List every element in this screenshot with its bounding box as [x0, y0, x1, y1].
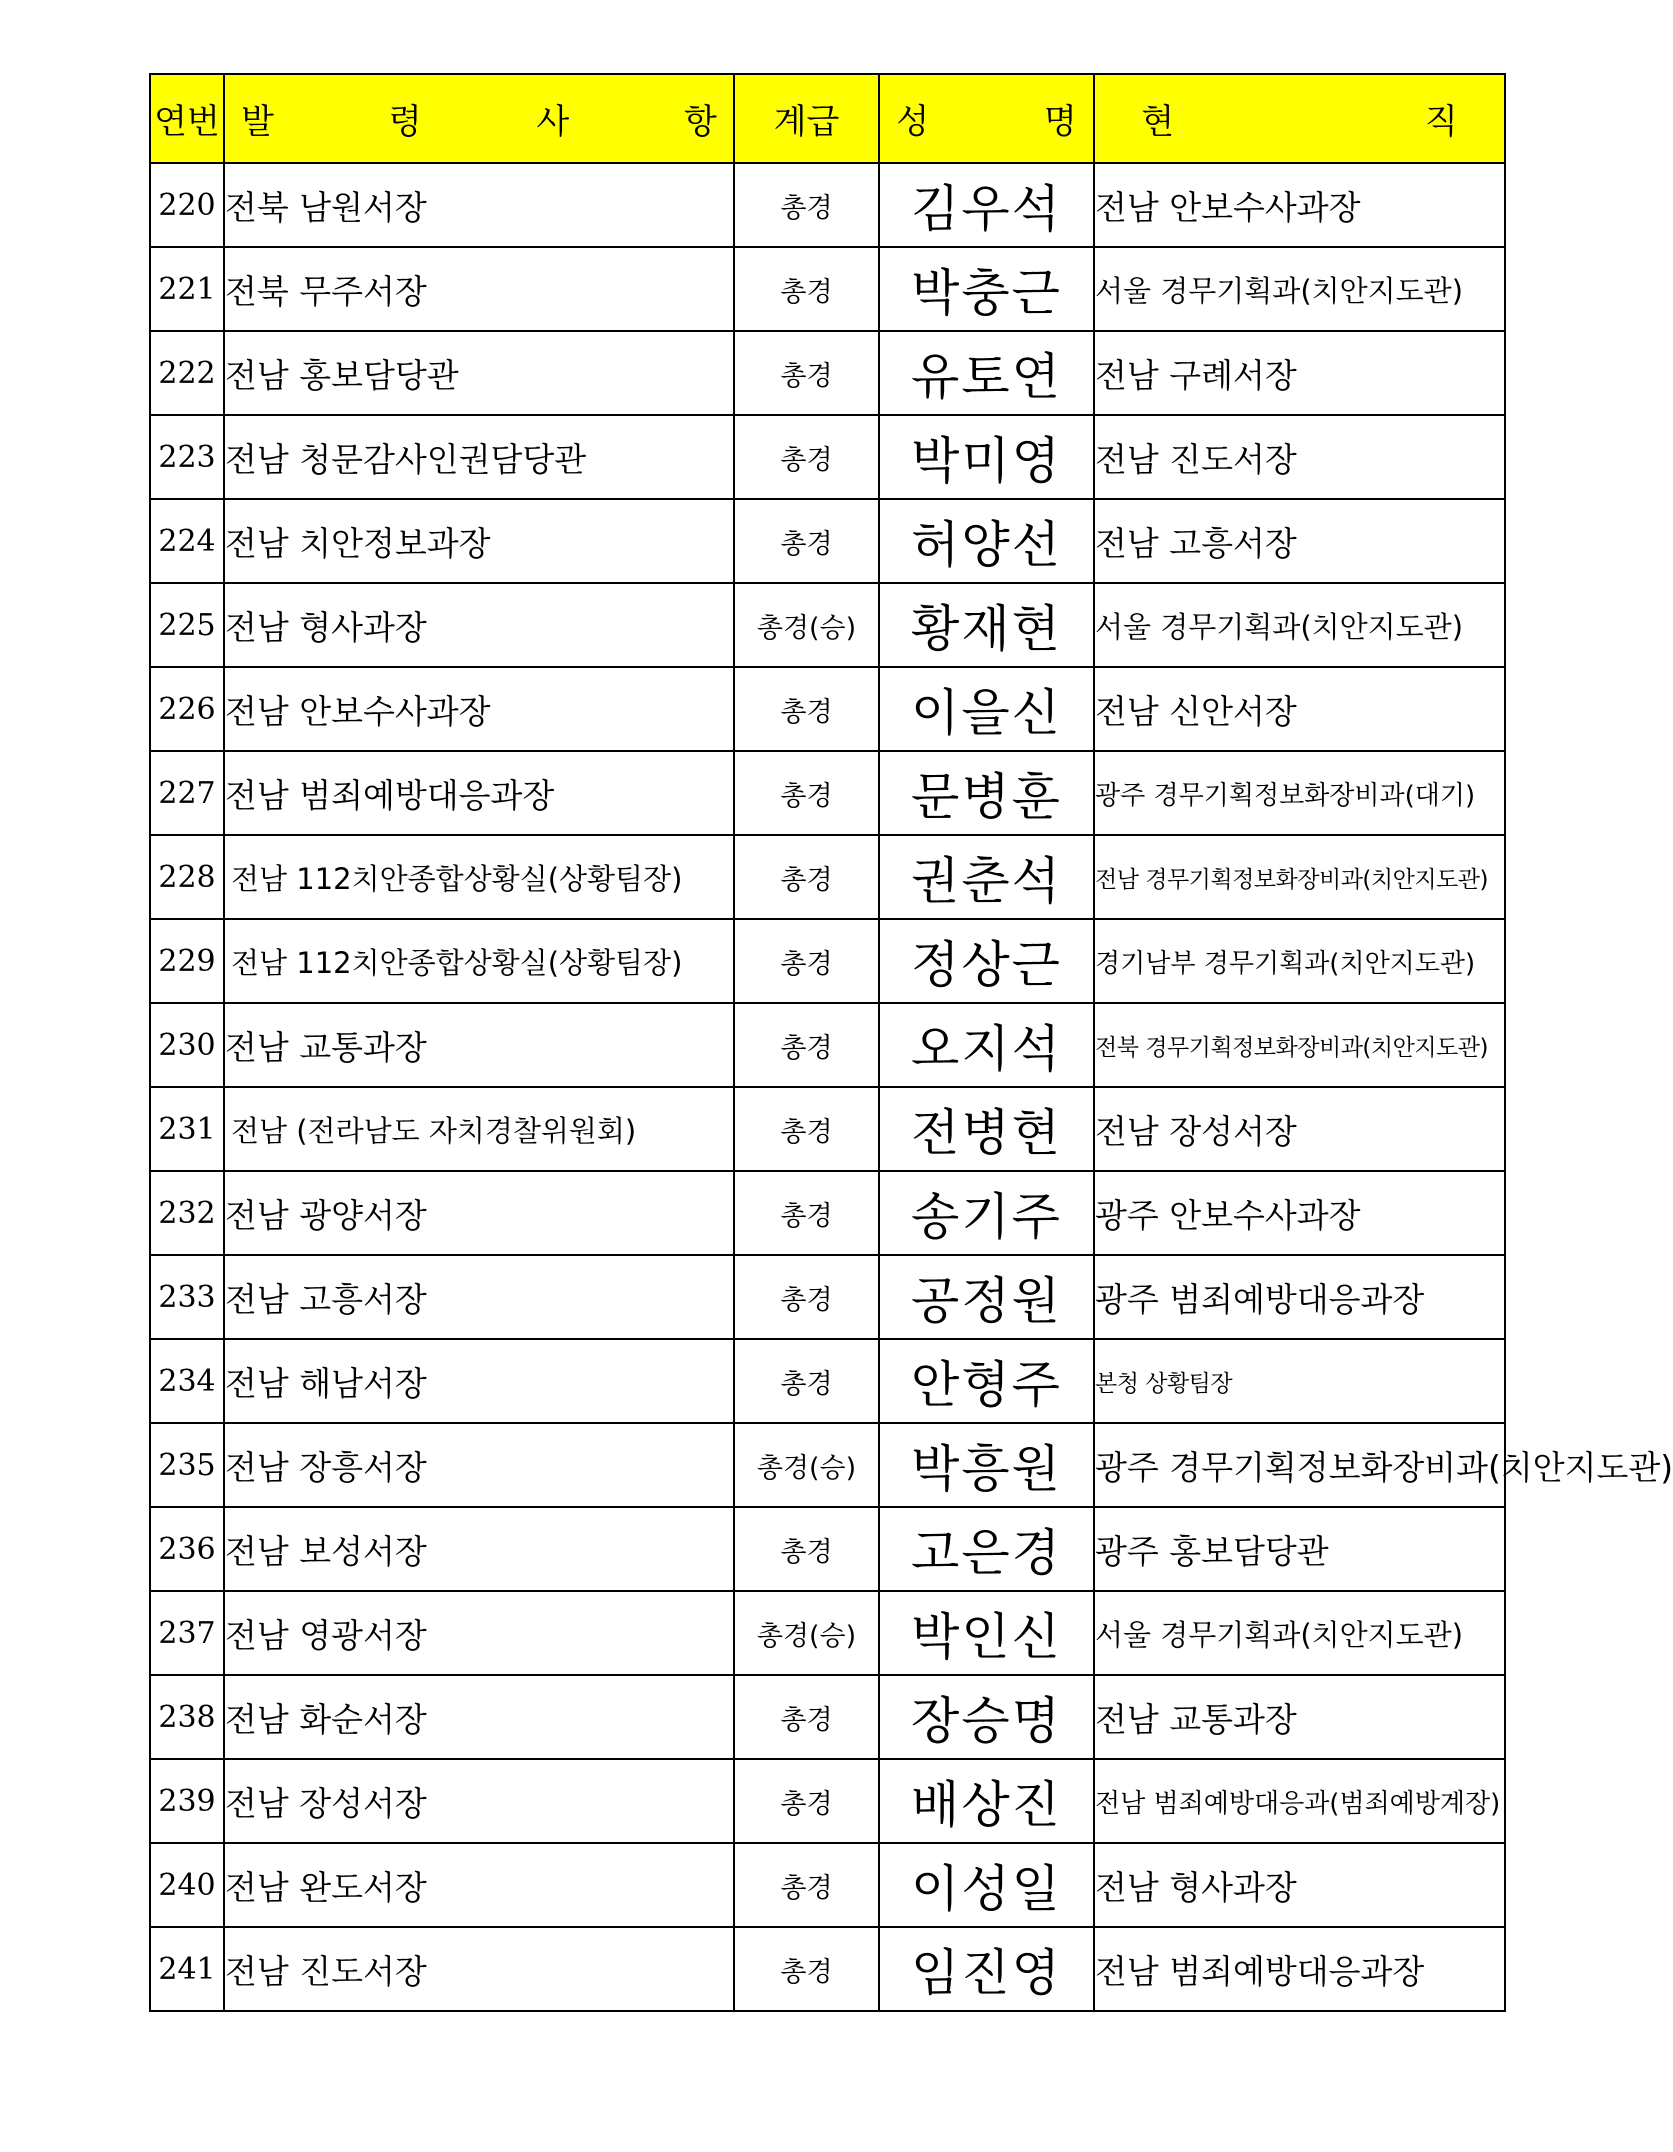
- cell-no: 240: [150, 1843, 224, 1927]
- header-current: 현 직: [1094, 74, 1505, 163]
- cell-name: 박충근: [879, 247, 1094, 331]
- cell-name: 이을신: [879, 667, 1094, 751]
- cell-rank: 총경(승): [734, 1423, 879, 1507]
- cell-current: 광주 경무기획정보화장비과(치안지도관): [1094, 1423, 1505, 1507]
- header-row: [150, 74, 1505, 163]
- table-row: [150, 499, 1505, 583]
- table-row: [150, 583, 1505, 667]
- cell-rank: 총경: [734, 1507, 879, 1591]
- cell-no: 236: [150, 1507, 224, 1591]
- cell-rank: 총경: [734, 1339, 879, 1423]
- cell-current: 광주 경무기획정보화장비과(대기): [1094, 751, 1505, 835]
- cell-order: 전북 무주서장: [224, 247, 734, 331]
- cell-no: 220: [150, 163, 224, 247]
- cell-name: 오지석: [879, 1003, 1094, 1087]
- cell-no: 224: [150, 499, 224, 583]
- cell-no: 226: [150, 667, 224, 751]
- table-row: [150, 919, 1505, 1003]
- cell-current: 광주 홍보담당관: [1094, 1507, 1505, 1591]
- cell-current: 전남 경무기획정보화장비과(치안지도관): [1094, 835, 1505, 919]
- cell-current: 서울 경무기획과(치안지도관): [1094, 583, 1505, 667]
- table-row: [150, 1675, 1505, 1759]
- cell-order: 전남 장흥서장: [224, 1423, 734, 1507]
- cell-rank: 총경: [734, 1843, 879, 1927]
- cell-order: 전남 고흥서장: [224, 1255, 734, 1339]
- header-no: 연번: [150, 74, 224, 163]
- cell-rank: 총경: [734, 331, 879, 415]
- cell-rank: 총경: [734, 1087, 879, 1171]
- cell-name: 권춘석: [879, 835, 1094, 919]
- cell-name: 임진영: [879, 1927, 1094, 2011]
- cell-order: 전남 안보수사과장: [224, 667, 734, 751]
- cell-order: 전남 화순서장: [224, 1675, 734, 1759]
- cell-current: 전남 안보수사과장: [1094, 163, 1505, 247]
- table-row: [150, 667, 1505, 751]
- cell-order: 전남 광양서장: [224, 1171, 734, 1255]
- cell-no: 237: [150, 1591, 224, 1675]
- cell-name: 정상근: [879, 919, 1094, 1003]
- table-row: [150, 247, 1505, 331]
- cell-rank: 총경: [734, 835, 879, 919]
- cell-no: 234: [150, 1339, 224, 1423]
- cell-current: 서울 경무기획과(치안지도관): [1094, 247, 1505, 331]
- cell-name: 장승명: [879, 1675, 1094, 1759]
- cell-current: 전북 경무기획정보화장비과(치안지도관): [1094, 1003, 1505, 1087]
- table-row: [150, 415, 1505, 499]
- cell-name: 고은경: [879, 1507, 1094, 1591]
- cell-order: 전남 (전라남도 자치경찰위원회): [224, 1087, 734, 1171]
- cell-rank: 총경: [734, 1171, 879, 1255]
- header-name: 성 명: [879, 74, 1094, 163]
- cell-no: 241: [150, 1927, 224, 2011]
- cell-name: 유토연: [879, 331, 1094, 415]
- table-row: [150, 751, 1505, 835]
- cell-order: 전남 범죄예방대응과장: [224, 751, 734, 835]
- cell-rank: 총경: [734, 919, 879, 1003]
- cell-rank: 총경: [734, 415, 879, 499]
- cell-current: 광주 안보수사과장: [1094, 1171, 1505, 1255]
- cell-name: 전병현: [879, 1087, 1094, 1171]
- table-row: [150, 1843, 1505, 1927]
- cell-order: 전남 완도서장: [224, 1843, 734, 1927]
- cell-rank: 총경: [734, 751, 879, 835]
- table-header: [150, 74, 1578, 163]
- cell-order: 전남 보성서장: [224, 1507, 734, 1591]
- table-row: [150, 163, 1505, 247]
- cell-current: 서울 경무기획과(치안지도관): [1094, 1591, 1505, 1675]
- cell-order: 전남 112치안종합상황실(상황팀장): [224, 919, 734, 1003]
- cell-current: 전남 구례서장: [1094, 331, 1505, 415]
- table-body: [150, 163, 1673, 2011]
- table-row: [150, 835, 1505, 919]
- cell-current: 전남 형사과장: [1094, 1843, 1505, 1927]
- cell-no: 238: [150, 1675, 224, 1759]
- cell-name: 안형주: [879, 1339, 1094, 1423]
- cell-order: 전남 영광서장: [224, 1591, 734, 1675]
- table-row: [150, 1171, 1505, 1255]
- cell-rank: 총경(승): [734, 583, 879, 667]
- header-order: 발 령 사 항: [224, 74, 734, 163]
- cell-rank: 총경: [734, 1003, 879, 1087]
- cell-current: 전남 장성서장: [1094, 1087, 1505, 1171]
- table-row: [150, 331, 1505, 415]
- cell-no: 239: [150, 1759, 224, 1843]
- cell-current: 광주 범죄예방대응과장: [1094, 1255, 1505, 1339]
- cell-name: 문병훈: [879, 751, 1094, 835]
- cell-no: 222: [150, 331, 224, 415]
- cell-order: 전남 장성서장: [224, 1759, 734, 1843]
- cell-name: 배상진: [879, 1759, 1094, 1843]
- cell-order: 전남 112치안종합상황실(상황팀장): [224, 835, 734, 919]
- cell-current: 전남 신안서장: [1094, 667, 1505, 751]
- cell-order: 전남 홍보담당관: [224, 331, 734, 415]
- cell-rank: 총경: [734, 667, 879, 751]
- table-row: [150, 1591, 1505, 1675]
- cell-current: 전남 진도서장: [1094, 415, 1505, 499]
- cell-order: 전남 형사과장: [224, 583, 734, 667]
- cell-no: 232: [150, 1171, 224, 1255]
- cell-rank: 총경: [734, 1255, 879, 1339]
- cell-no: 223: [150, 415, 224, 499]
- personnel-table: [149, 73, 1673, 2012]
- cell-order: 전남 진도서장: [224, 1927, 734, 2011]
- cell-rank: 총경: [734, 1927, 879, 2011]
- cell-current: 전남 교통과장: [1094, 1675, 1505, 1759]
- cell-rank: 총경: [734, 499, 879, 583]
- table-row: [150, 1507, 1505, 1591]
- cell-current: 전남 범죄예방대응과장: [1094, 1927, 1505, 2011]
- cell-rank: 총경: [734, 1675, 879, 1759]
- cell-name: 송기주: [879, 1171, 1094, 1255]
- cell-name: 김우석: [879, 163, 1094, 247]
- cell-rank: 총경: [734, 247, 879, 331]
- cell-order: 전남 교통과장: [224, 1003, 734, 1087]
- cell-order: 전남 해남서장: [224, 1339, 734, 1423]
- cell-current: 본청 상황팀장: [1094, 1339, 1505, 1423]
- cell-current: 전남 범죄예방대응과(범죄예방계장): [1094, 1759, 1505, 1843]
- cell-no: 228: [150, 835, 224, 919]
- cell-name: 이성일: [879, 1843, 1094, 1927]
- cell-no: 227: [150, 751, 224, 835]
- table-row: [150, 1927, 1505, 2011]
- cell-order: 전북 남원서장: [224, 163, 734, 247]
- header-rank: 계급: [734, 74, 879, 163]
- cell-name: 공정원: [879, 1255, 1094, 1339]
- cell-order: 전남 치안정보과장: [224, 499, 734, 583]
- cell-no: 225: [150, 583, 224, 667]
- cell-no: 230: [150, 1003, 224, 1087]
- cell-rank: 총경: [734, 1759, 879, 1843]
- cell-order: 전남 청문감사인권담당관: [224, 415, 734, 499]
- cell-name: 박인신: [879, 1591, 1094, 1675]
- cell-no: 221: [150, 247, 224, 331]
- cell-name: 박흥원: [879, 1423, 1094, 1507]
- cell-rank: 총경: [734, 163, 879, 247]
- cell-no: 233: [150, 1255, 224, 1339]
- cell-name: 박미영: [879, 415, 1094, 499]
- cell-current: 전남 고흥서장: [1094, 499, 1505, 583]
- cell-no: 231: [150, 1087, 224, 1171]
- table-row: [150, 1087, 1505, 1171]
- table-row: [150, 1339, 1505, 1423]
- cell-no: 235: [150, 1423, 224, 1507]
- cell-name: 허양선: [879, 499, 1094, 583]
- table-row: [150, 1423, 1505, 1507]
- cell-no: 229: [150, 919, 224, 1003]
- table-row: [150, 1759, 1505, 1843]
- cell-name: 황재현: [879, 583, 1094, 667]
- table-row: [150, 1003, 1505, 1087]
- table-row: [150, 1255, 1505, 1339]
- cell-current: 경기남부 경무기획과(치안지도관): [1094, 919, 1505, 1003]
- cell-rank: 총경(승): [734, 1591, 879, 1675]
